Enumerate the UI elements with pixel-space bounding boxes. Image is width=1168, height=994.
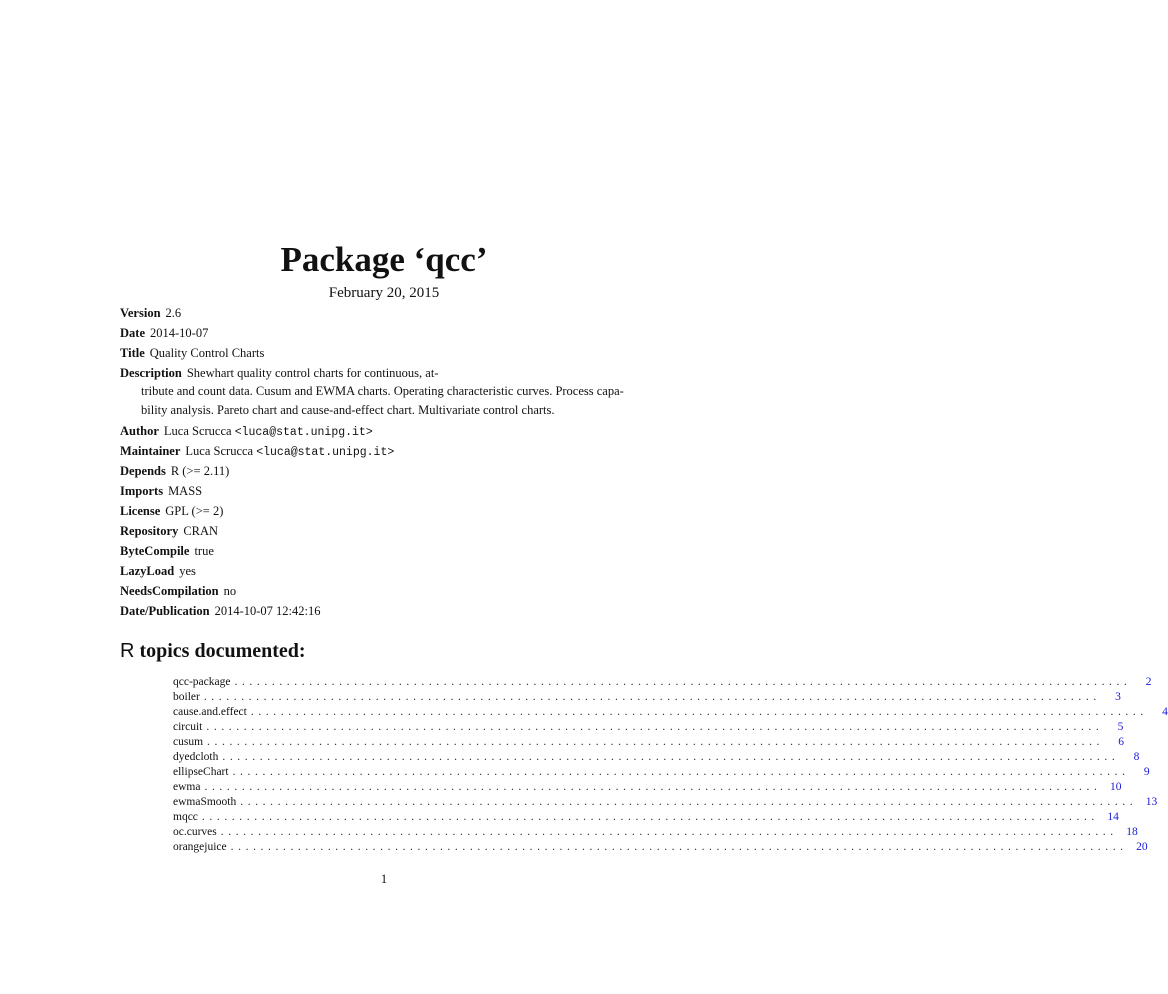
field-value: yes [179, 564, 196, 578]
toc-page-link[interactable]: 2 [1145, 676, 1152, 688]
toc-heading [120, 640, 306, 663]
toc-entry[interactable] [173, 840, 1148, 855]
field-version [120, 304, 625, 324]
package-fields [120, 304, 625, 622]
toc-entry-name[interactable]: boiler [173, 691, 200, 703]
field-author [120, 422, 625, 442]
toc-leader-dots: ........................................................................................................................ [220, 826, 1118, 838]
field-key: Repository [120, 524, 179, 538]
document-date: February 20, 2015 [328, 285, 440, 301]
field-maintainer [120, 442, 625, 462]
field-key: Imports [120, 484, 164, 498]
field-key: Version [120, 306, 161, 320]
toc-entry[interactable] [173, 705, 1168, 720]
field-title [120, 344, 625, 364]
r-logo-glyph: R [120, 640, 135, 662]
toc-heading-text: topics documented: [139, 640, 306, 662]
toc-page-link[interactable]: 8 [1133, 751, 1140, 763]
field-value: 2014-10-07 12:42:16 [214, 604, 321, 618]
field-date [120, 324, 625, 344]
toc-entry-name[interactable]: oc.curves [173, 826, 217, 838]
toc-entry-name[interactable]: ewmaSmooth [173, 796, 237, 808]
toc-entry[interactable] [173, 690, 1121, 705]
field-value: Quality Control Charts [149, 346, 265, 360]
package-title: Package ‘qcc’ [280, 240, 488, 279]
field-imports [120, 482, 625, 502]
maintainer-name: Luca Scrucca [185, 444, 254, 458]
description-line: tribute and count data. Cusum and EWMA charts. Operating characteristic curves. Process capa- [141, 384, 624, 398]
field-value: MASS [168, 484, 203, 498]
field-value: GPL (>= 2) [165, 504, 224, 518]
toc-entry-name[interactable]: ewma [173, 781, 201, 793]
toc-entry[interactable] [173, 780, 1122, 795]
toc-leader-dots: ........................................................................................................................ [230, 841, 1128, 853]
field-description [120, 364, 625, 420]
toc-page-link[interactable]: 3 [1115, 691, 1121, 703]
field-key: Title [120, 346, 145, 360]
toc-entry[interactable] [173, 735, 1125, 750]
toc-leader-dots: ........................................................................................................................ [232, 766, 1130, 778]
toc-page-link[interactable]: 20 [1136, 841, 1148, 853]
field-bytecompile [120, 542, 625, 562]
field-value: 2.6 [165, 306, 182, 320]
field-repository [120, 522, 625, 542]
table-of-contents [173, 675, 1168, 855]
field-needscompilation [120, 582, 625, 602]
toc-entry-name[interactable]: cause.and.effect [173, 706, 247, 718]
field-value: CRAN [183, 524, 219, 538]
field-key: ByteCompile [120, 544, 190, 558]
field-key: Author [120, 424, 159, 438]
field-lazyload [120, 562, 625, 582]
toc-leader-dots: ........................................................................................................................ [240, 796, 1138, 808]
description-line: Shewhart quality control charts for continuous, at- [186, 366, 439, 380]
toc-leader-dots: ........................................................................................................................ [207, 736, 1105, 748]
author-name: Luca Scrucca [163, 424, 232, 438]
toc-entry-name[interactable]: orangejuice [173, 841, 227, 853]
toc-entry[interactable] [173, 795, 1158, 810]
page-number: 1 [380, 872, 388, 886]
field-value: R (>= 2.11) [170, 464, 230, 478]
toc-leader-dots: ........................................................................................................................ [201, 811, 1099, 823]
field-key: License [120, 504, 161, 518]
toc-entry[interactable] [173, 825, 1138, 840]
toc-page-link[interactable]: 18 [1126, 826, 1138, 838]
field-license [120, 502, 625, 522]
field-value: no [223, 584, 237, 598]
field-key: Date [120, 326, 145, 340]
toc-entry[interactable] [173, 810, 1119, 825]
toc-entry-name[interactable]: circuit [173, 721, 203, 733]
field-key: LazyLoad [120, 564, 175, 578]
field-value: 2014-10-07 [150, 326, 209, 340]
author-email: <luca@stat.unipg.it> [234, 426, 373, 439]
toc-entry[interactable] [173, 675, 1152, 690]
field-key: Maintainer [120, 444, 181, 458]
field-key: Description [120, 366, 182, 380]
field-key: Date/Publication [120, 604, 210, 618]
field-key: Depends [120, 464, 166, 478]
toc-entry[interactable] [173, 750, 1140, 765]
toc-page-link[interactable]: 10 [1109, 781, 1122, 793]
toc-leader-dots: ........................................................................................................................ [203, 691, 1101, 703]
field-date-publication [120, 602, 625, 622]
toc-leader-dots: ........................................................................................................................ [234, 676, 1132, 688]
field-value: true [194, 544, 214, 558]
toc-entry-name[interactable]: dyedcloth [173, 751, 219, 763]
toc-leader-dots: ........................................................................................................................ [250, 706, 1148, 718]
toc-page-link[interactable]: 9 [1143, 766, 1150, 778]
toc-entry-name[interactable]: mqcc [173, 811, 198, 823]
toc-page-link[interactable]: 14 [1107, 811, 1119, 823]
toc-page-link[interactable]: 6 [1118, 736, 1125, 748]
toc-entry-name[interactable]: cusum [173, 736, 204, 748]
maintainer-email: <luca@stat.unipg.it> [256, 446, 395, 459]
toc-entry[interactable] [173, 765, 1150, 780]
toc-page-link[interactable]: 4 [1162, 706, 1168, 718]
toc-leader-dots: ........................................................................................................................ [222, 751, 1120, 763]
description-line: bility analysis. Pareto chart and cause-and-effect chart. Multivariate control charts. [141, 403, 555, 417]
toc-leader-dots: ........................................................................................................................ [206, 721, 1104, 733]
toc-entry-name[interactable]: ellipseChart [173, 766, 229, 778]
field-depends [120, 462, 625, 482]
toc-entry-name[interactable]: qcc-package [173, 676, 231, 688]
toc-entry[interactable] [173, 720, 1124, 735]
field-key: NeedsCompilation [120, 584, 219, 598]
toc-page-link[interactable]: 5 [1117, 721, 1124, 733]
toc-page-link[interactable]: 13 [1145, 796, 1158, 808]
toc-leader-dots: ........................................................................................................................ [204, 781, 1102, 793]
